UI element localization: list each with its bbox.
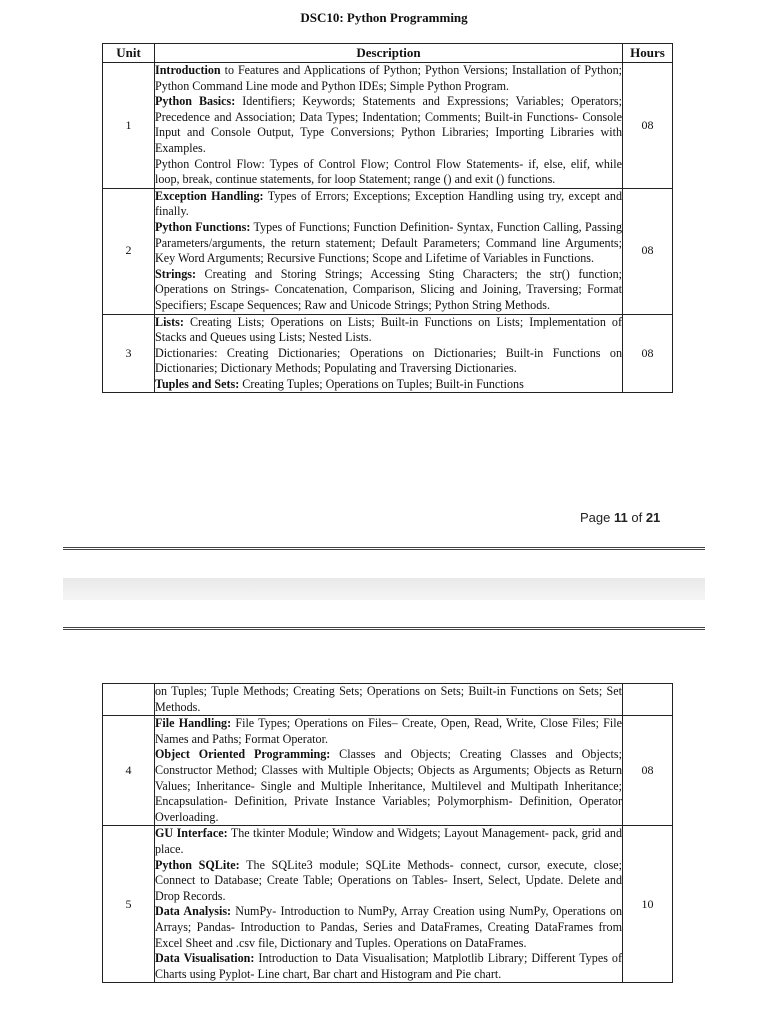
page-current: 11: [613, 510, 628, 525]
unit-column-header: Unit: [103, 44, 155, 63]
topic-heading: Python SQLite:: [155, 857, 240, 872]
unit-description: [155, 684, 623, 716]
unit-number: 1: [103, 63, 155, 189]
topic-paragraph: [155, 220, 622, 267]
topic-heading: Strings:: [155, 266, 196, 281]
unit-description: [155, 314, 623, 393]
table-row: [103, 188, 673, 314]
topic-text: Classes and Objects; Creating Classes and Objects; Constructor Method; Classes with Multiple Objects; Objects as Arguments; Objects as Return Values; Inheritance- Single and Multiple Inheritance, Multilevel and Multipath Inheritance; Encapsulation- Definition, Private Instance Variables; Polymorphism- Definition, Operator Overloading.: [155, 747, 622, 824]
topic-paragraph: [155, 94, 622, 156]
topic-text: Creating Lists; Operations on Lists; Built-in Functions on Lists; Implementation of Stacks and Queues using Lists; Nested Lists.: [155, 314, 622, 345]
topic-paragraph: [155, 267, 622, 314]
unit-number: 4: [103, 716, 155, 826]
topic-paragraph: [155, 377, 622, 393]
topic-text: Introduction to Data Visualisation; Matplotlib Library; Different Types of Charts using Pyplot- Line chart, Bar chart and Histogram and Pie chart.: [155, 951, 622, 981]
page-total: 21: [645, 510, 661, 525]
hours-value: 08: [623, 188, 673, 314]
unit-number: 5: [103, 826, 155, 983]
table-row: [103, 314, 673, 393]
topic-paragraph: [155, 904, 622, 951]
topic-heading: Python Basics:: [155, 94, 236, 109]
hours-value: 10: [623, 826, 673, 983]
unit-description: [155, 188, 623, 314]
topic-heading: Python Functions:: [155, 219, 251, 234]
table-header-row: [103, 44, 673, 63]
syllabus-table-page-11: [102, 43, 673, 393]
unit-description: [155, 716, 623, 826]
topic-paragraph: [155, 747, 622, 825]
topic-paragraph: [155, 684, 622, 715]
topic-heading: Data Visualisation:: [155, 951, 255, 966]
topic-paragraph: [155, 189, 622, 220]
page-gap: [63, 578, 705, 600]
topic-paragraph: [155, 951, 622, 982]
unit-number: 3: [103, 314, 155, 393]
unit-description: [155, 63, 623, 189]
topic-text: Identifiers; Keywords; Statements and Expressions; Variables; Operators; Precedence and Association; Data Types; Indentation; Comments; Built-in Functions- Console Input and Console Output, Type Conversions; Python Libraries; Importing Libraries with Examples.: [155, 94, 622, 155]
hours-value: 08: [623, 314, 673, 393]
unit-number: 2: [103, 188, 155, 314]
topic-text: The tkinter Module; Window and Widgets; Layout Management- pack, grid and place.: [155, 826, 622, 856]
table-row: [103, 684, 673, 716]
topic-heading: Exception Handling:: [155, 188, 264, 203]
topic-paragraph: [155, 858, 622, 905]
topic-heading: Data Analysis:: [155, 904, 232, 919]
topic-paragraph: [155, 826, 622, 857]
syllabus-table-page-12: [102, 683, 673, 983]
unit-number: [103, 684, 155, 716]
topic-paragraph: [155, 63, 622, 94]
topic-text: NumPy- Introduction to NumPy, Array Creation using NumPy, Operations on Arrays; Pandas- Introduction to Pandas, Series and DataFrames, Creating DataFrames from Excel Sheet and .csv file, Dictionary and Tuples. Operations on DataFrames.: [155, 904, 622, 950]
topic-paragraph: [155, 716, 622, 747]
topic-paragraph: [155, 157, 622, 188]
page-of: of: [627, 510, 646, 525]
topic-text: File Types; Operations on Files– Create, Open, Read, Write, Close Files; File Names and Paths; Format Operator.: [155, 716, 622, 746]
topic-text: on Tuples; Tuple Methods; Creating Sets; Operations on Sets; Built-in Functions on Sets; Set Methods.: [155, 684, 622, 714]
topic-text: Python Control Flow: Types of Control Flow; Control Flow Statements- if, else, elif, while loop, break, continue statements, for loop Statement; range () and exit () functions.: [155, 156, 622, 187]
topic-paragraph: [155, 346, 622, 377]
hours-value: 08: [623, 716, 673, 826]
topic-text: Types of Errors; Exceptions; Exception Handling using try, except and finally.: [155, 188, 623, 219]
description-column-header: Description: [155, 44, 623, 63]
page-separator-line: [63, 627, 705, 630]
hours-value: 08: [623, 63, 673, 189]
topic-heading: Lists:: [155, 314, 184, 329]
table-row: [103, 716, 673, 826]
topic-heading: Tuples and Sets:: [155, 376, 240, 391]
topic-heading: File Handling:: [155, 716, 232, 731]
topic-text: Creating Tuples; Operations on Tuples; Built-in Functions: [239, 376, 524, 391]
table-row: [103, 826, 673, 983]
page-title: DSC10: Python Programming: [300, 10, 468, 25]
topic-text: to Features and Applications of Python; Python Versions; Installation of Python; Python Command Line mode and Python IDEs; Simple Python Program.: [155, 63, 622, 93]
topic-paragraph: [155, 315, 622, 346]
page-separator-line: [63, 547, 705, 550]
topic-text: Dictionaries: Creating Dictionaries; Operations on Dictionaries; Built-in Functions on Dictionaries; Dictionary Methods; Populating and Traversing Dictionaries.: [155, 345, 622, 376]
topic-heading: GU Interface:: [155, 826, 228, 841]
page-number: [580, 510, 660, 525]
table-row: [103, 63, 673, 189]
hours-value: [623, 684, 673, 716]
topic-text: The SQLite3 module; SQLite Methods- connect, cursor, execute, close; Connect to Database; Create Table; Operations on Tables- Insert, Select, Update. Delete and Drop Records.: [155, 857, 623, 903]
topic-text: Types of Functions; Function Definition- Syntax, Function Calling, Passing Parameters/arguments, the return statement; Default Parameters; Command line Arguments; Key Word Arguments; Recursive Functions; Scope and Lifetime of Variables in Functions.: [155, 219, 622, 266]
page-prefix: Page: [580, 510, 614, 525]
topic-heading: Introduction: [155, 63, 221, 77]
topic-heading: Object Oriented Programming:: [155, 747, 331, 762]
topic-text: Creating and Storing Strings; Accessing Sting Characters; the str() function; Operations on Strings- Concatenation, Comparison, Slicing and Joining, Traversing; Format Specifiers; Escape Sequences; Raw and Unicode Strings; Python String Methods.: [155, 266, 622, 312]
unit-description: [155, 826, 623, 983]
hours-column-header: Hours: [623, 44, 673, 63]
